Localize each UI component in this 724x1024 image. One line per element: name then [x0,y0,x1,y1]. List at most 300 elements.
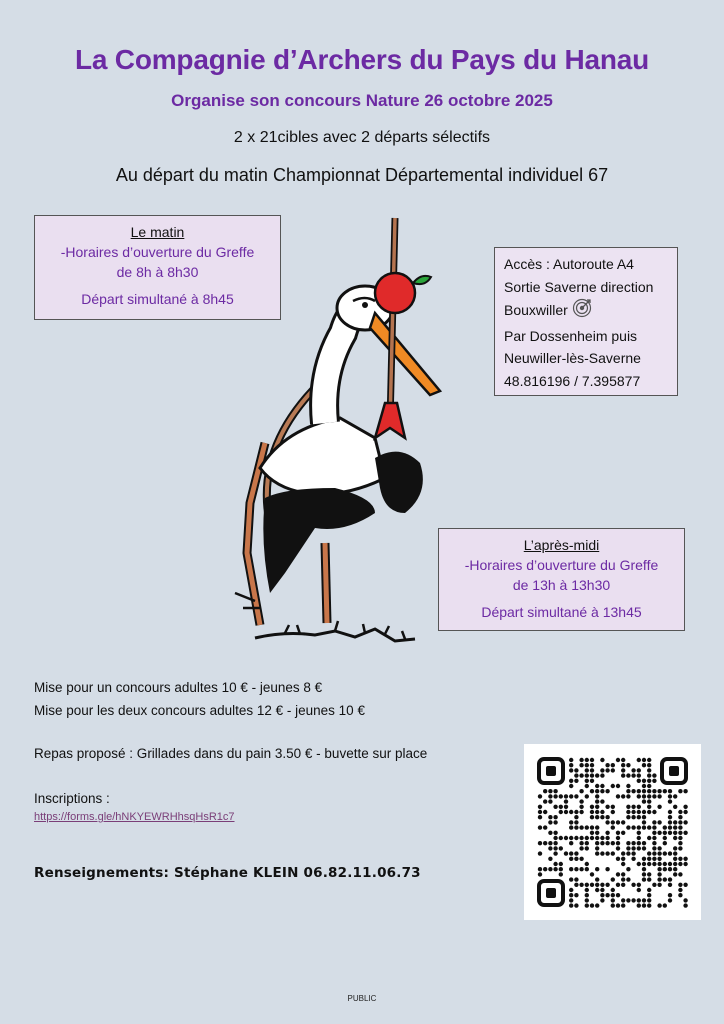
qr-module [621,857,625,861]
qr-module [590,773,594,777]
qr-module [605,893,609,897]
qr-module [595,805,599,809]
qr-module [585,898,589,902]
qr-module [663,831,667,835]
qr-module [574,815,578,819]
qr-module [678,888,682,892]
qr-module [637,831,641,835]
qr-module [678,836,682,840]
qr-module [663,841,667,845]
qr-module [616,820,620,824]
qr-module [569,836,573,840]
qr-module [538,851,542,855]
qr-module [668,867,672,871]
qr-module [548,831,552,835]
qr-module [548,841,552,845]
qr-module [678,841,682,845]
qr-module [668,825,672,829]
qr-module [600,810,604,814]
qr-module [611,810,615,814]
qr-module [595,846,599,850]
qr-module [637,898,641,902]
qr-module [647,763,651,767]
registration-link[interactable]: https://forms.gle/hNKYEWRHhsqHsR1c7 [34,811,235,823]
qr-module [579,825,583,829]
qr-module [657,872,661,876]
qr-module [569,763,573,767]
qr-module [611,888,615,892]
qr-module [657,851,661,855]
qr-module [621,768,625,772]
qr-module [621,758,625,762]
qr-module [548,815,552,819]
qr-module [647,862,651,866]
qr-module [569,888,573,892]
qr-module [590,763,594,767]
qr-module [642,877,646,881]
qr-module [657,877,661,881]
qr-module [590,815,594,819]
qr-module [626,851,630,855]
qr-module [548,846,552,850]
qr-module [585,867,589,871]
qr-module [637,768,641,772]
qr-module [647,877,651,881]
access-line4: Par Dossenheim puis [504,327,638,344]
qr-module [611,763,615,767]
qr-module [579,810,583,814]
qr-module [683,820,687,824]
qr-module [678,815,682,819]
qr-module [585,846,589,850]
qr-module [621,763,625,767]
qr-module [605,841,609,845]
qr-module [569,794,573,798]
qr-module [642,857,646,861]
qr-module [585,825,589,829]
qr-module [652,825,656,829]
qr-module [647,758,651,762]
qr-module [637,883,641,887]
qr-module [647,779,651,783]
qr-module [673,862,677,866]
qr-module [564,810,568,814]
qr-module [631,825,635,829]
qr-module [642,779,646,783]
qr-module [621,862,625,866]
qr-module [595,883,599,887]
qr-module [647,893,651,897]
qr-module [673,857,677,861]
qr-module [611,820,615,824]
qr-module [637,805,641,809]
qr-module [574,857,578,861]
qr-module [569,841,573,845]
qr-module [678,857,682,861]
qr-module [621,883,625,887]
qr-module [574,851,578,855]
qr-module [652,773,656,777]
qr-module [647,810,651,814]
qr-module [657,820,661,824]
qr-module [642,815,646,819]
qr-module [616,841,620,845]
qr-module [626,773,630,777]
qr-module [590,836,594,840]
qr-module [553,805,557,809]
championship-info: Au départ du matin Championnat Départemental individuel 67 [115,165,609,185]
qr-module [652,883,656,887]
qr-module [673,851,677,855]
qr-module [559,836,563,840]
qr-module [605,836,609,840]
qr-module [616,883,620,887]
qr-module [668,799,672,803]
qr-module [683,831,687,835]
qr-module [548,857,552,861]
qr-module [642,867,646,871]
qr-module [569,768,573,772]
qr-module [585,758,589,762]
qr-module [652,862,656,866]
qr-module [683,810,687,814]
qr-module [569,820,573,824]
qr-module [574,877,578,881]
qr-module [673,872,677,876]
morning-hours-line1: -Horaires d’ouverture du Greffe [60,244,255,260]
qr-module [642,903,646,907]
qr-module [611,768,615,772]
qr-module [678,831,682,835]
qr-module [647,903,651,907]
qr-module [574,773,578,777]
qr-module [569,857,573,861]
qr-module [678,872,682,876]
qr-module [663,877,667,881]
qr-module [538,872,542,876]
qr-module [595,789,599,793]
qr-module [647,825,651,829]
qr-module [559,810,563,814]
qr-module [626,841,630,845]
qr-module [616,758,620,762]
afternoon-hours-line1: -Horaires d’ouverture du Greffe [464,557,659,573]
qr-code [524,744,701,920]
qr-module [668,862,672,866]
qr-module [621,903,625,907]
afternoon-hours-line2: de 13h à 13h30 [512,577,611,593]
qr-module [678,862,682,866]
qr-module [590,810,594,814]
qr-module [595,794,599,798]
qr-module [564,851,568,855]
qr-module [611,898,615,902]
qr-module [637,825,641,829]
qr-module [595,903,599,907]
access-line6: 48.816196 / 7.395877 [504,372,641,389]
qr-module [569,851,573,855]
qr-module [585,794,589,798]
qr-module [652,794,656,798]
qr-module [631,841,635,845]
qr-module [616,794,620,798]
qr-module [678,883,682,887]
qr-module [642,841,646,845]
qr-module [600,784,604,788]
qr-module [683,903,687,907]
qr-module [595,867,599,871]
qr-module [579,841,583,845]
qr-module [595,851,599,855]
qr-module [553,820,557,824]
qr-module [590,903,594,907]
qr-module [673,820,677,824]
qr-module [657,883,661,887]
poster-title: La Compagnie d’Archers du Pays du Hanau [74,44,650,75]
qr-module [569,893,573,897]
qr-module [631,805,635,809]
qr-module [637,815,641,819]
qr-module [621,794,625,798]
qr-module [668,831,672,835]
qr-module [585,768,589,772]
contact-info: Renseignements: Stéphane KLEIN 06.82.11.06.73 [34,865,421,881]
qr-module [647,872,651,876]
qr-module [569,779,573,783]
qr-module [637,773,641,777]
qr-module [616,903,620,907]
qr-module [616,846,620,850]
qr-module [647,857,651,861]
qr-module [569,825,573,829]
qr-module [585,779,589,783]
qr-module [538,841,542,845]
qr-module [668,820,672,824]
poster-subtitle: Organise son concours Nature 26 octobre 2025 [171,91,553,110]
qr-module [538,805,542,809]
qr-module [631,857,635,861]
qr-module [605,820,609,824]
qr-module [657,862,661,866]
qr-module [642,763,646,767]
qr-module [631,815,635,819]
qr-module [569,867,573,871]
qr-module [600,799,604,803]
qr-module [579,883,583,887]
qr-module [590,758,594,762]
qr-module [621,820,625,824]
qr-module [579,846,583,850]
qr-module [642,820,646,824]
access-line2: Sortie Saverne direction [504,278,654,295]
qr-module [631,773,635,777]
qr-module [553,789,557,793]
qr-module [663,789,667,793]
qr-module [673,867,677,871]
qr-module [605,805,609,809]
fee-one: Mise pour un concours adultes 10 € - jeunes 8 € [34,680,323,695]
qr-module [564,836,568,840]
qr-module [564,799,568,803]
qr-module [673,825,677,829]
qr-module [538,825,542,829]
qr-module [590,872,594,876]
qr-module [642,799,646,803]
qr-module [637,862,641,866]
qr-module [668,893,672,897]
qr-module [574,825,578,829]
qr-module [616,831,620,835]
qr-module [574,883,578,887]
qr-module [647,784,651,788]
qr-module [626,815,630,819]
qr-module [637,836,641,840]
qr-module [605,831,609,835]
qr-module [553,851,557,855]
qr-module [579,758,583,762]
qr-module [678,846,682,850]
qr-module [631,883,635,887]
qr-module [637,846,641,850]
qr-module [631,768,635,772]
qr-module [663,862,667,866]
qr-module [626,784,630,788]
qr-module [683,789,687,793]
qr-module [548,789,552,793]
qr-module [637,758,641,762]
qr-module [559,872,563,876]
qr-module [647,768,651,772]
qr-module [543,799,547,803]
qr-module [668,877,672,881]
qr-module [657,903,661,907]
qr-module [595,877,599,881]
qr-module [579,799,583,803]
qr-module [605,768,609,772]
qr-module [678,789,682,793]
qr-module [631,810,635,814]
qr-module [585,893,589,897]
qr-module [574,836,578,840]
qr-module [585,836,589,840]
targets-info: 2 x 21cibles avec 2 départs sélectifs [233,129,491,146]
morning-hours-line2: de 8h à 8h30 [116,264,199,280]
qr-module [683,857,687,861]
qr-module [600,789,604,793]
qr-module [652,831,656,835]
morning-start: Départ simultané à 8h45 [81,291,234,307]
qr-module [595,831,599,835]
access-line5: Neuwiller-lès-Saverne [504,350,641,366]
qr-module [668,810,672,814]
qr-module [595,888,599,892]
qr-module [590,883,594,887]
qr-module [647,773,651,777]
qr-module [605,815,609,819]
qr-module [538,810,542,814]
afternoon-box [438,528,685,631]
qr-module [621,773,625,777]
qr-module [579,789,583,793]
qr-module [631,851,635,855]
qr-module [605,867,609,871]
qr-module [600,888,604,892]
qr-module [611,825,615,829]
qr-module [569,903,573,907]
qr-module [600,898,604,902]
qr-module [569,810,573,814]
qr-module [631,846,635,850]
qr-module [616,836,620,840]
qr-module [600,836,604,840]
qr-module [585,883,589,887]
qr-module [683,883,687,887]
qr-module [616,784,620,788]
qr-module [538,815,542,819]
qr-module [673,836,677,840]
qr-module [595,836,599,840]
qr-module [579,763,583,767]
qr-module [553,815,557,819]
qr-module [683,805,687,809]
qr-module [647,794,651,798]
qr-module [637,903,641,907]
qr-module [553,836,557,840]
qr-module [559,846,563,850]
qr-module [647,888,651,892]
qr-module [600,893,604,897]
qr-module [543,825,547,829]
qr-module [657,805,661,809]
qr-module [652,851,656,855]
qr-module [600,841,604,845]
qr-module [553,831,557,835]
qr-module [678,825,682,829]
qr-module [637,794,641,798]
qr-module [585,784,589,788]
qr-module [559,867,563,871]
qr-module [616,893,620,897]
qr-module [626,877,630,881]
qr-module [678,810,682,814]
qr-module [564,805,568,809]
qr-module [574,820,578,824]
qr-module [647,789,651,793]
qr-module [673,831,677,835]
qr-module [548,820,552,824]
qr-module [652,846,656,850]
morning-heading: Le matin [130,224,185,240]
qr-module [621,831,625,835]
qr-module [553,867,557,871]
target-icon [572,298,592,325]
qr-module [642,846,646,850]
qr-module [611,805,615,809]
qr-module [548,867,552,871]
qr-module [611,784,615,788]
qr-module [590,825,594,829]
qr-module [683,862,687,866]
qr-module [652,820,656,824]
qr-module [621,877,625,881]
qr-module [616,857,620,861]
qr-module [673,846,677,850]
fee-two: Mise pour les deux concours adultes 12 € - jeunes 10 € [34,703,365,718]
qr-module [663,836,667,840]
qr-module [647,836,651,840]
qr-module [657,846,661,850]
qr-module [626,867,630,871]
